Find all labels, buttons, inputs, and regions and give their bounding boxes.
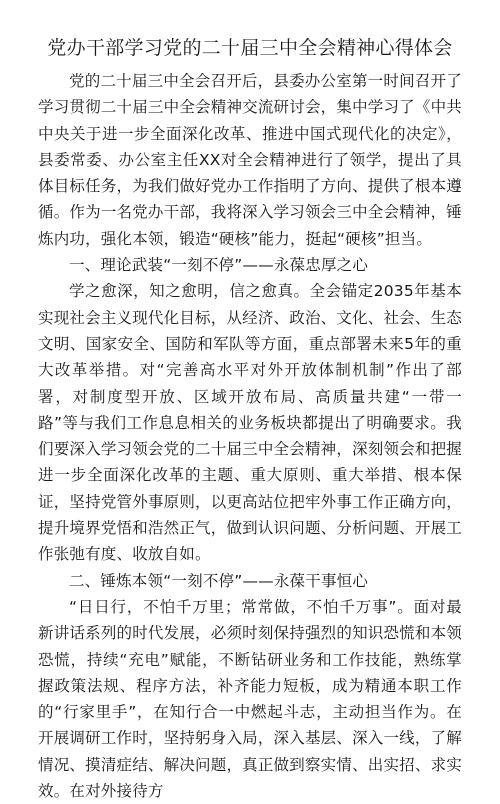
section-heading-1: 一、理论武装“一刻不停”——永葆忠厚之心	[69, 256, 369, 275]
section-2-paragraph: “日日行，不怕千万里；常常做，不怕千万事”。面对最新讲话系列的时代发展，必须时刻保持强烈的知识恐慌和本领恐慌，持续“充电”赋能，不断钻研业务和工作技能，熟练掌握政策法规、程序方法，补齐能力短板，成为精通本职工作的“行家里手”，在知行合一中燃起斗志，主动担当作为。在开展调研工作时，坚持躬身入局，深入基层、深入一线，了解情况、摸清症结、解决问题，真正做到察实情、出实招、求实效。在对外接待方	[38, 597, 462, 801]
section-1-paragraph: 学之愈深，知之愈明，信之愈真。全会锚定2035年基本实现社会主义现代化目标，从经济、政治、文化、社会、生态文明、国家安全、国防和军队等方面，重点部署未来5年的重大改革举措。对“完善高水平对外开放体制机制”作出了部署，对制度型开放、区域开放布局、高质量共建“一带一路”等与我们工作息息相关的业务板块都提出了明确要求。我们要深入学习领会党的二十届三中全会精神，深刻领会和把握进一步全面深化改革的主题、重大原则、重大举措、根本保证，坚持党管外事原则，以更高站位把牢外事工作正确方向，提升境界党悟和浩然正气，做到认识问题、分析问题、开展工作张弛有度、收放自如。	[38, 282, 462, 564]
intro-paragraph: 党的二十届三中全会召开后，县委办公室第一时间召开了学习贯彻二十届三中全会精神交流研讨会，集中学习了《中共中央关于进一步全面深化改革、推进中国式现代化的决定》，县委常委、办公室主任XX对全会精神进行了领学，提出了具体目标任务，为我们做好党办工作指明了方向、提供了根本遵循。作为一名党办干部，我将深入学习领会三中全会精神，锤炼内功，强化本领，锻造“硬核”能力，挺起“硬核”担当。	[38, 72, 462, 248]
document-title: 党办干部学习党的二十届三中全会精神心得体会	[47, 37, 453, 59]
section-heading-2: 二、锤炼本领“一刻不停”——永葆干事恒心	[69, 571, 369, 590]
